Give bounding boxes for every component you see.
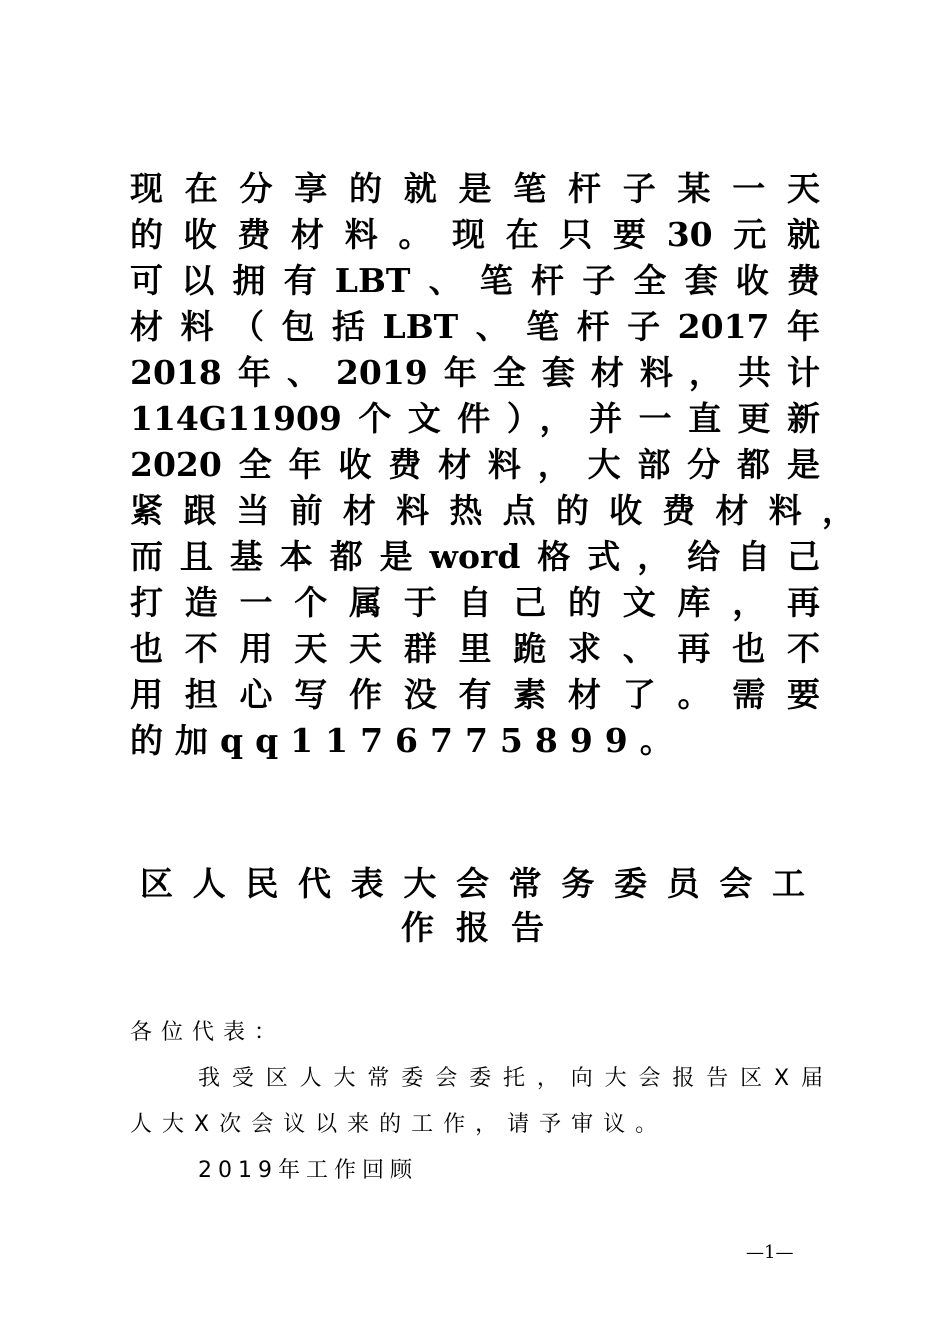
promo-line: 的加qq1176775899。 xyxy=(130,721,685,760)
promo-line: 也不用天天群里跪求、再也不 xyxy=(130,629,820,668)
title-line-2: 作报告 xyxy=(401,908,566,947)
promo-line: 的收费材料。现在只要30元就 xyxy=(130,215,820,254)
promo-line: 材料（包括LBT、笔杆子2017年 xyxy=(130,307,820,346)
promo-line: 用担心写作没有素材了。需要 xyxy=(130,675,820,714)
page-number: —1— xyxy=(746,1242,794,1263)
promo-line: 而且基本都是word格式，给自己 xyxy=(130,537,820,576)
salutation: 各位代表： xyxy=(130,1020,286,1045)
promo-line: 2018年、2019年全套材料，共计 xyxy=(130,353,820,392)
promo-line: 打造一个属于自己的文库，再 xyxy=(130,583,820,622)
report-body xyxy=(130,1010,826,1194)
document-title xyxy=(140,862,805,950)
promo-line: 114G11909个文件），并一直更新 xyxy=(130,399,820,438)
section-heading: 2019年工作回顾 xyxy=(198,1158,418,1183)
promo-line: 紧跟当前材料热点的收费材料， xyxy=(130,491,855,530)
title-line-1: 区人民代表大会常务委员会工 xyxy=(140,864,805,903)
intro-paragraph-line-1: 我受区人大常委会委托，向大会报告区X届 xyxy=(198,1066,826,1091)
promo-line: 现在分享的就是笔杆子某一天 xyxy=(130,169,820,208)
intro-paragraph-line-2: 人大X次会议以来的工作，请予审议。 xyxy=(130,1112,668,1137)
promo-line: 可以拥有LBT、笔杆子全套收费 xyxy=(130,261,820,300)
promo-paragraph xyxy=(130,166,855,764)
promo-line: 2020全年收费材料，大部分都是 xyxy=(130,445,820,484)
